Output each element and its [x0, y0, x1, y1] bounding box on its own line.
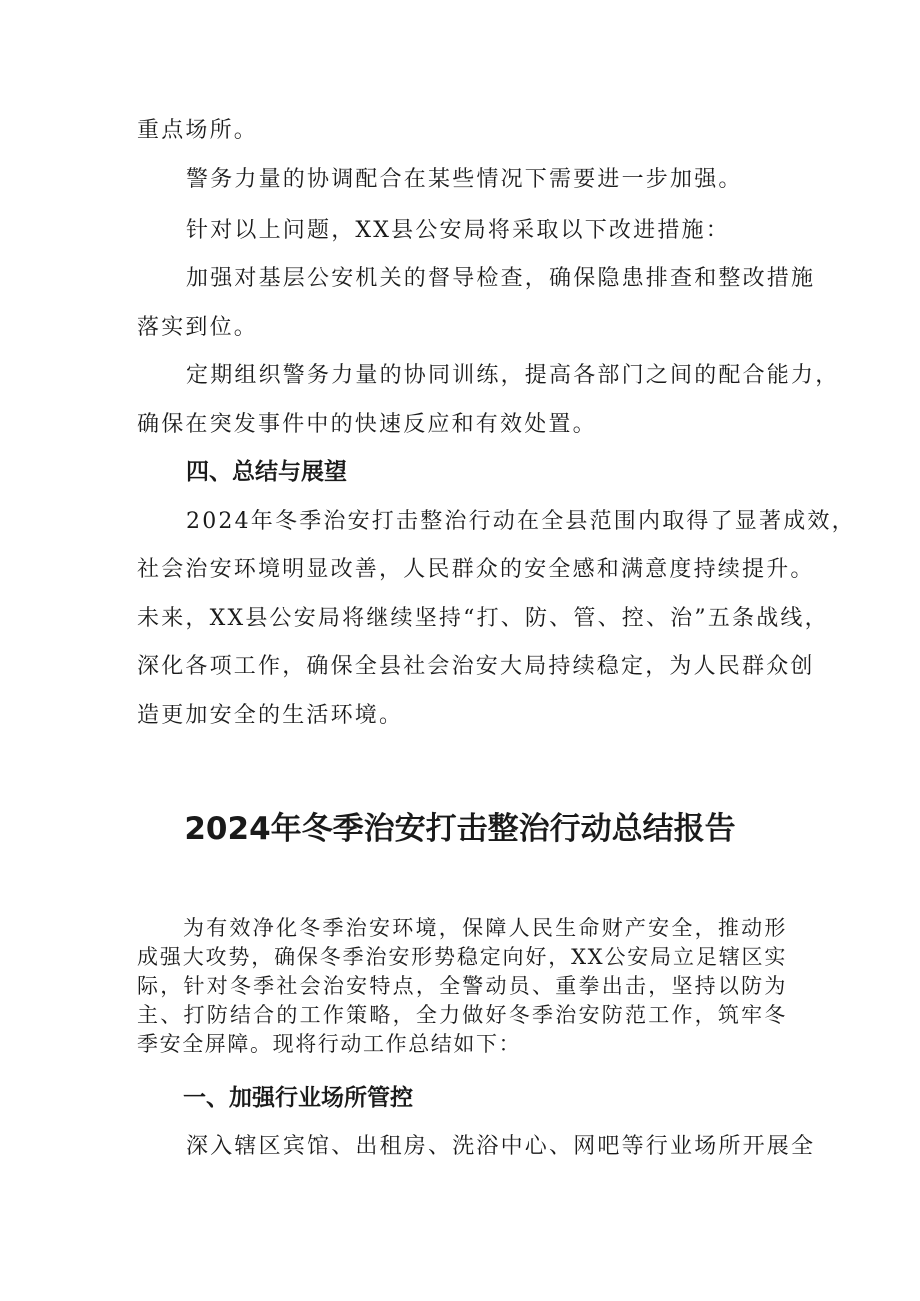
section-heading: 四、总结与展望 — [186, 459, 347, 485]
paragraph-line: 警务力量的协调配合在某些情况下需要进一步加强。 — [186, 167, 743, 192]
paragraph-line: 2024年冬季治安打击整治行动在全县范围内取得了显著成效， — [186, 509, 856, 534]
paragraph-line: 深化各项工作，确保全县社会治安大局持续稳定，为人民群众创 — [137, 654, 815, 679]
paragraph-line: 深入辖区宾馆、出租房、洗浴中心、网吧等行业场所开展全 — [186, 1134, 816, 1159]
section-heading: 一、加强行业场所管控 — [183, 1085, 413, 1111]
paragraph-line: 重点场所。 — [137, 118, 259, 143]
paragraph-line: 社会治安环境明显改善，人民群众的安全感和满意度持续提升。 — [137, 557, 815, 582]
paragraph-line: 落实到位。 — [137, 315, 259, 340]
intro-paragraph: 为有效净化冬季治安环境，保障人民生命财产安全，推动形成强大攻势，确保冬季治安形势稳定向好，XX公安局立足辖区实际，针对冬季社会治安特点，全警动员、重拳出击，坚持以防为主、打防结合的工作策略，全力做好冬季治安防范工作，筑牢冬季安全屏障。现将行动工作总结如下： — [137, 916, 787, 1056]
paragraph-line: 未来，XX县公安局将继续坚持“打、防、管、控、治”五条战线， — [137, 606, 829, 631]
paragraph-line: 造更加安全的生活环境。 — [137, 703, 404, 728]
paragraph-line: 加强对基层公安机关的督导检查，确保隐患排查和整改措施 — [186, 266, 816, 291]
paragraph-line: 针对以上问题，XX县公安局将采取以下改进措施： — [186, 218, 730, 243]
paragraph-line: 定期组织警务力量的协同训练，提高各部门之间的配合能力， — [186, 363, 840, 388]
document-title: 2024年冬季治安打击整治行动总结报告 — [184, 811, 736, 847]
paragraph-line: 确保在突发事件中的快速反应和有效处置。 — [137, 412, 597, 437]
